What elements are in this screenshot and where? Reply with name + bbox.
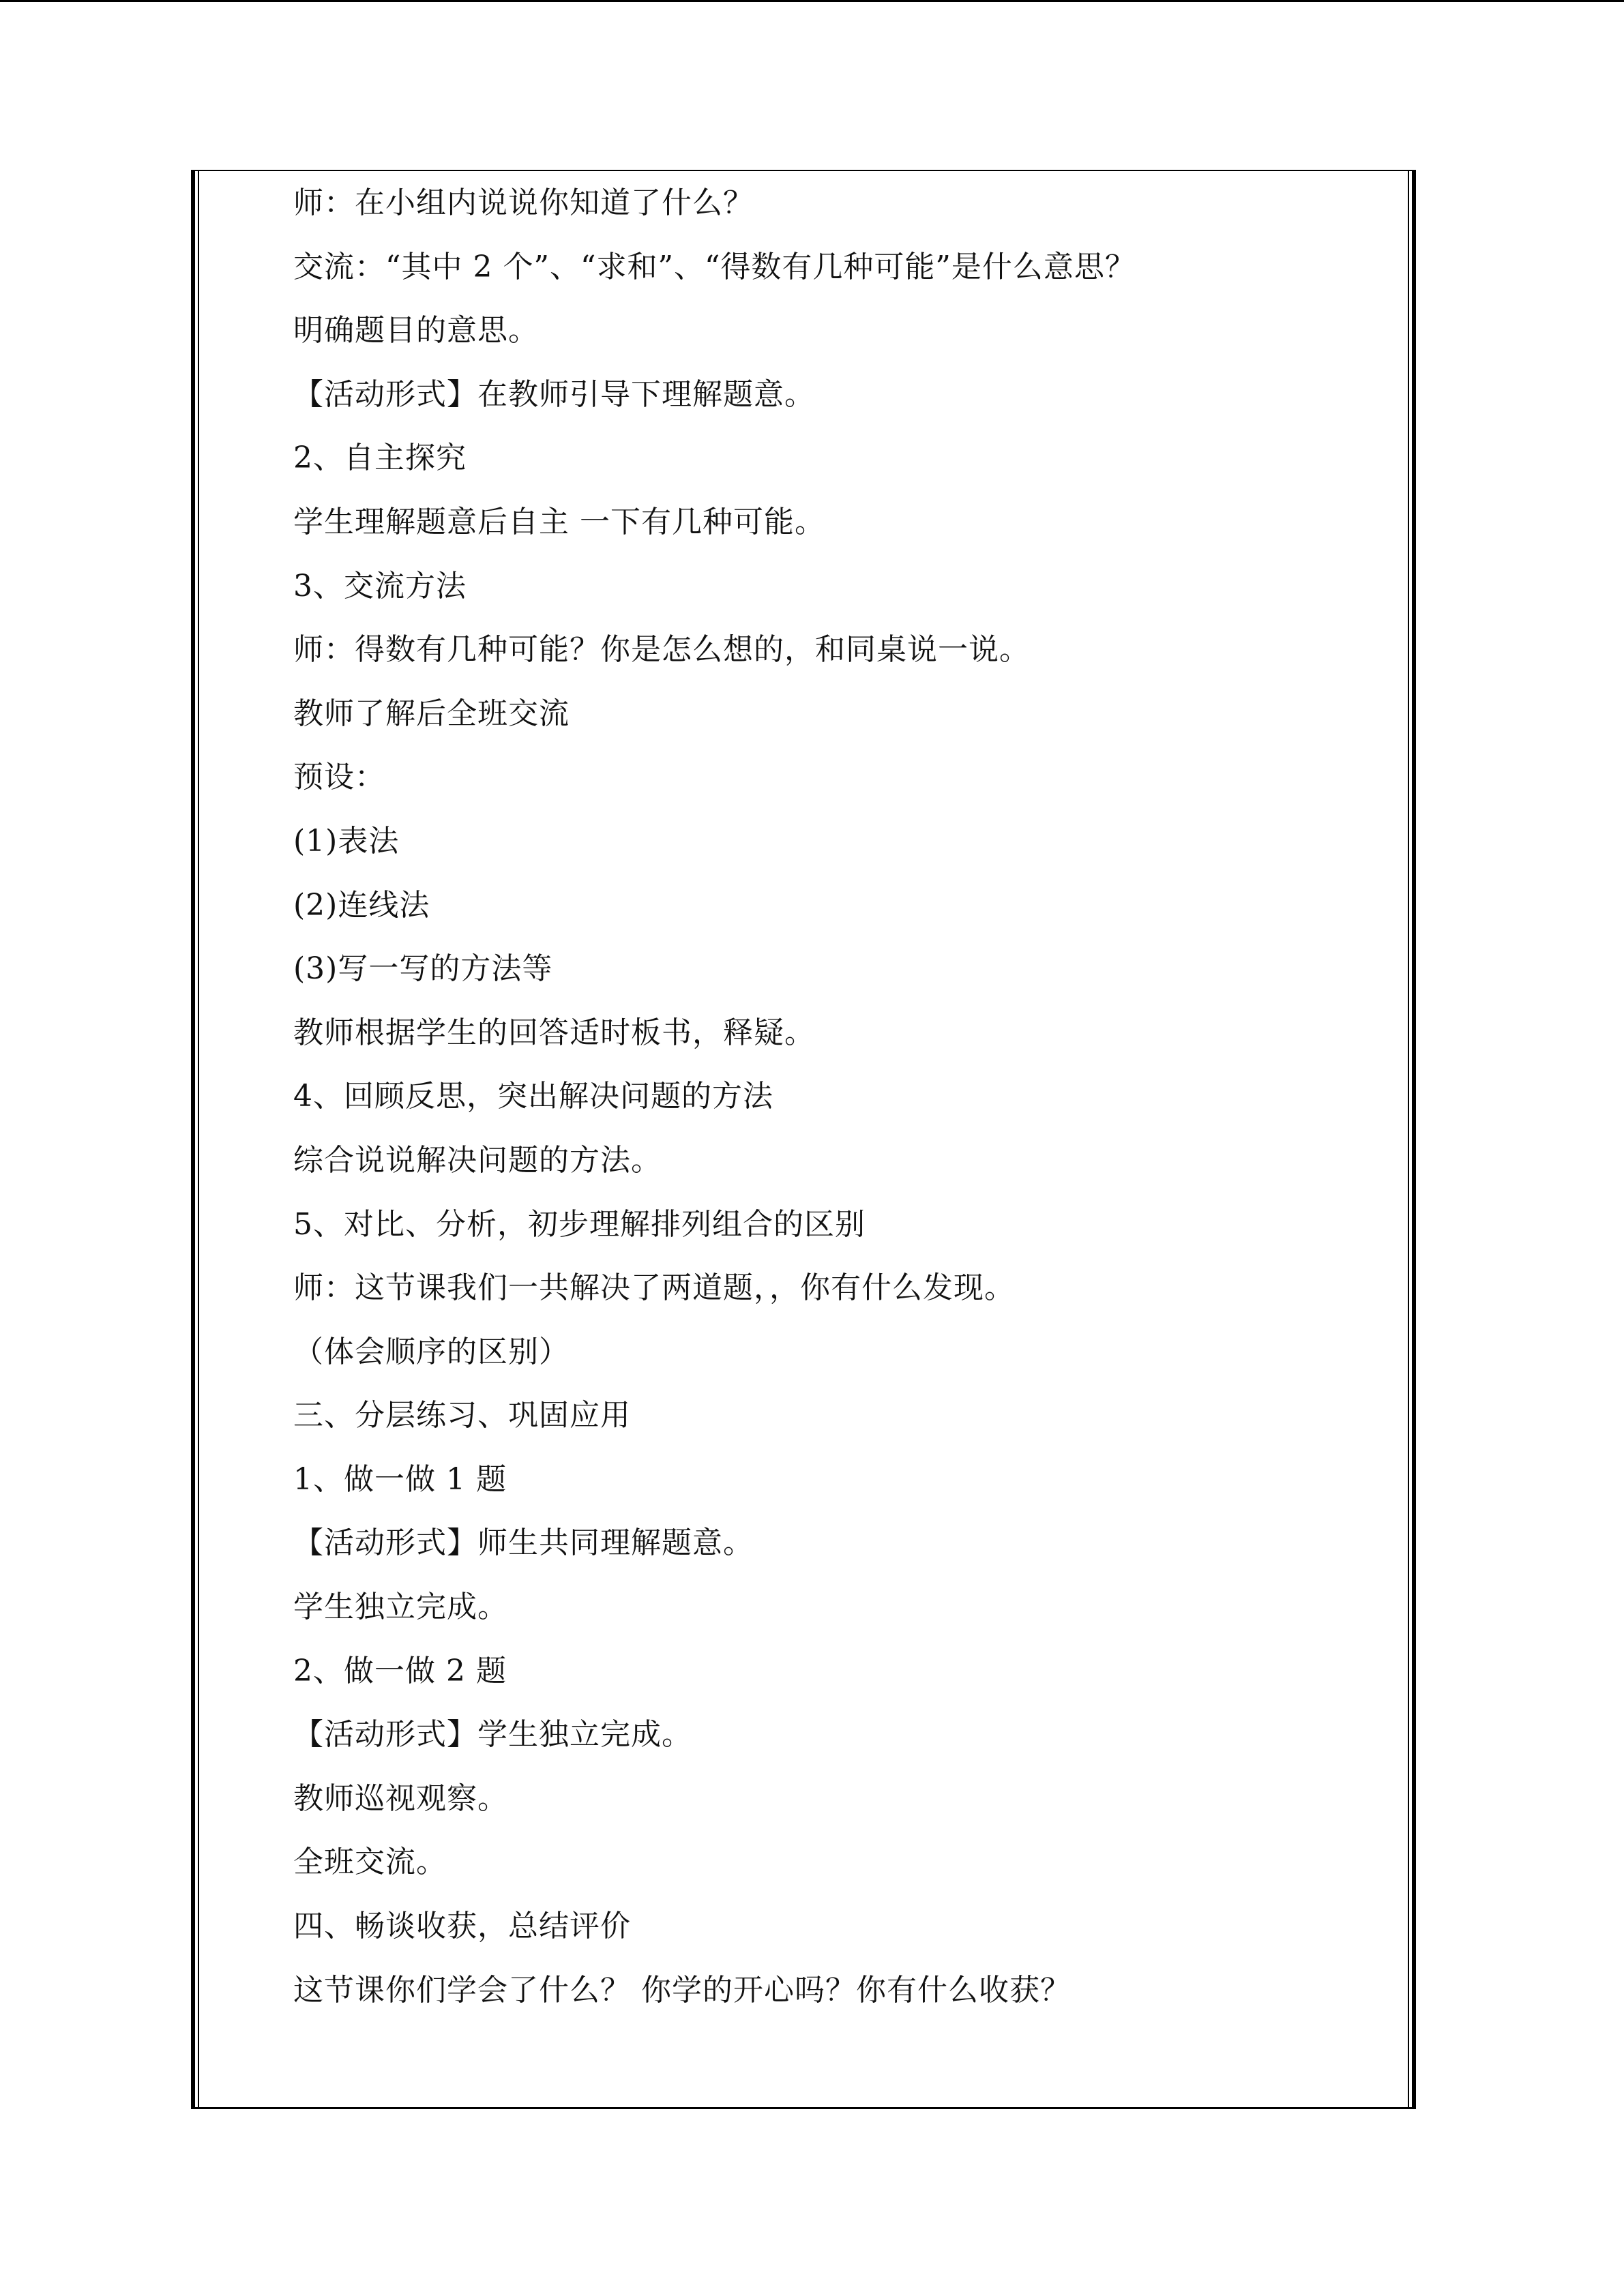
text-line: 综合说说解决问题的方法。 — [293, 1142, 662, 1178]
text-line: 这节课你们学会了什么？ 你学的开心吗？你有什么收获？ — [293, 1972, 1071, 2008]
lesson-text — [293, 170, 1357, 2022]
cell-right-border-outer — [1412, 170, 1416, 2109]
text-line: 2、自主探究 — [293, 441, 467, 476]
text-line: 1、做一做 1 题 — [293, 1461, 507, 1497]
text-line: 3、交流方法 — [293, 568, 467, 603]
text-line: 师：在小组内说说你知道了什么？ — [293, 185, 754, 220]
cell-bottom-border — [191, 2107, 1416, 2109]
text-line: 交流：“其中 2 个”、“求和”、“得数有几种可能”是什么意思？ — [293, 249, 1136, 284]
page-top-rule — [0, 0, 1624, 2]
text-line: （体会顺序的区别） — [293, 1334, 570, 1369]
text-line: 教师根据学生的回答适时板书，释疑。 — [293, 1015, 815, 1050]
text-line: 【活动形式】在教师引导下理解题意。 — [293, 376, 815, 412]
text-line: 师：得数有几种可能？你是怎么想的，和同桌说一说。 — [293, 632, 1030, 668]
text-line: 学生理解题意后自主 一下有几种可能。 — [293, 504, 825, 539]
text-line: (3)写一写的方法等 — [293, 951, 553, 987]
text-line: 四、畅谈收获，总结评价 — [293, 1909, 631, 1944]
text-line: 明确题目的意思。 — [293, 313, 539, 348]
cell-left-border-inner — [198, 170, 199, 2109]
text-line: (2)连线法 — [293, 887, 430, 923]
text-line: 预设： — [293, 760, 385, 795]
text-line: 学生独立完成。 — [293, 1590, 508, 1625]
text-line: (1)表法 — [293, 823, 400, 859]
text-line: 教师了解后全班交流 — [293, 696, 570, 731]
text-line: 5、对比、分析，初步理解排列组合的区别 — [293, 1206, 866, 1242]
text-line: 三、分层练习、巩固应用 — [293, 1398, 631, 1433]
text-line: 【活动形式】学生独立完成。 — [293, 1717, 692, 1753]
lesson-table-cell — [191, 170, 1416, 2109]
text-line: 教师巡视观察。 — [293, 1780, 508, 1816]
text-line: 【活动形式】师生共同理解题意。 — [293, 1525, 754, 1561]
cell-left-border-outer — [191, 170, 195, 2109]
text-line: 2、做一做 2 题 — [293, 1653, 507, 1688]
text-line: 全班交流。 — [293, 1845, 447, 1880]
text-line: 4、回顾反思，突出解决问题的方法 — [293, 1079, 773, 1114]
text-line: 师：这节课我们一共解决了两道题，，你有什么发现。 — [293, 1270, 1015, 1306]
cell-right-border-inner — [1408, 170, 1409, 2109]
